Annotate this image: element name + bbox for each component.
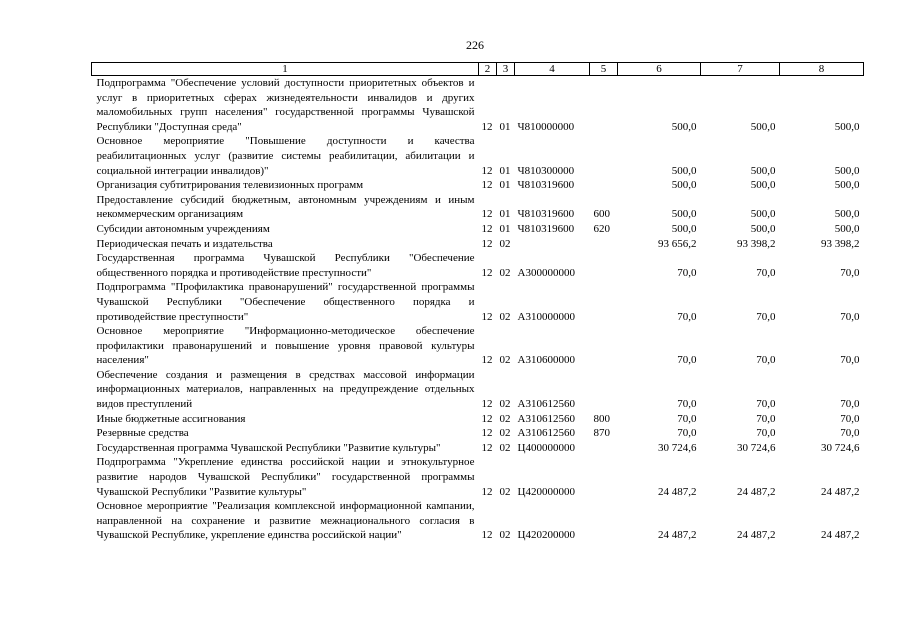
amount-year3-cell: 30 724,6: [821, 441, 860, 454]
expense-type-cell: 800: [593, 412, 610, 425]
section-code-cell: 12: [481, 266, 493, 279]
target-article-cell: Ц420000000: [517, 485, 575, 498]
amount-year2-cell: 70,0: [756, 354, 776, 367]
amount-year3-cell: 70,0: [840, 412, 860, 425]
expense-type-cell: [590, 280, 618, 324]
amount-year1-cell: 500,0: [671, 222, 697, 235]
budget-table: [91, 62, 864, 543]
header-cell: 6: [618, 63, 701, 76]
target-article-cell: Ч810319600: [517, 222, 575, 235]
table-row: [92, 251, 864, 280]
amount-year1-cell: 24 487,2: [658, 529, 697, 542]
amount-year3-cell: 70,0: [840, 427, 860, 440]
expense-type-cell: [590, 368, 618, 412]
target-article-cell: А310000000: [517, 310, 575, 323]
amount-year1-cell: 500,0: [671, 179, 697, 192]
expense-type-cell: [590, 499, 618, 543]
amount-year2-cell: 70,0: [756, 427, 776, 440]
amount-year3-cell: 500,0: [834, 164, 860, 177]
amount-year3-cell: 93 398,2: [821, 237, 860, 250]
table-row: [92, 222, 864, 237]
subsection-code-cell: 02: [499, 237, 511, 250]
section-code-cell: 12: [481, 427, 493, 440]
expense-type-cell: [590, 251, 618, 280]
amount-year2-cell: 70,0: [756, 310, 776, 323]
row-name-cell: Государственная программа Чувашской Республики "Обеспечение общественного порядка и противодействие преступности": [96, 252, 475, 279]
header-cell: 7: [701, 63, 780, 76]
target-article-cell: А310612560: [517, 398, 575, 411]
amount-year1-cell: 500,0: [671, 208, 697, 221]
row-name-cell: Основное мероприятие "Реализация комплексной информационной кампании, направленной на сохранение и развитие межнационального согласия в Чувашской Республике, укрепление единства российской нации": [96, 500, 475, 542]
row-name-cell: Субсидии автономным учреждениям: [96, 222, 270, 235]
amount-year1-cell: 70,0: [677, 266, 697, 279]
expense-type-cell: [590, 441, 618, 456]
table-body: [92, 76, 864, 544]
amount-year3-cell: 500,0: [834, 222, 860, 235]
section-code-cell: 12: [481, 179, 493, 192]
amount-year2-cell: 30 724,6: [737, 441, 776, 454]
amount-year2-cell: 500,0: [750, 179, 776, 192]
table-row: [92, 455, 864, 499]
amount-year3-cell: 24 487,2: [821, 529, 860, 542]
amount-year1-cell: 500,0: [671, 120, 697, 133]
amount-year3-cell: 70,0: [840, 354, 860, 367]
section-code-cell: 12: [481, 412, 493, 425]
amount-year2-cell: 24 487,2: [737, 485, 776, 498]
amount-year2-cell: 500,0: [750, 164, 776, 177]
amount-year3-cell: 24 487,2: [821, 485, 860, 498]
row-name-cell: Государственная программа Чувашской Республики "Развитие культуры": [96, 441, 441, 454]
subsection-code-cell: 02: [499, 427, 511, 440]
target-article-cell: А310600000: [517, 354, 575, 367]
amount-year2-cell: 70,0: [756, 412, 776, 425]
subsection-code-cell: 01: [499, 179, 511, 192]
section-code-cell: 12: [481, 485, 493, 498]
table-row: [92, 324, 864, 368]
section-code-cell: 12: [481, 237, 493, 250]
row-name-cell: Иные бюджетные ассигнования: [96, 412, 246, 425]
section-code-cell: 12: [481, 310, 493, 323]
amount-year1-cell: 70,0: [677, 354, 697, 367]
row-name-cell: Основное мероприятие "Информационно-методическое обеспечение профилактики правонарушений и повышение уровня правовой культуры населения": [96, 325, 475, 367]
header-cell: 1: [92, 63, 479, 76]
row-name-cell: Подпрограмма "Укрепление единства российской нации и этнокультурное развитие народов Чувашской Республики" государственной программы Чувашской Республики "Развитие культуры": [96, 456, 475, 498]
header-cell: 2: [479, 63, 497, 76]
amount-year2-cell: 70,0: [756, 266, 776, 279]
amount-year1-cell: 70,0: [677, 427, 697, 440]
amount-year2-cell: 93 398,2: [737, 237, 776, 250]
subsection-code-cell: 01: [499, 120, 511, 133]
target-article-cell: А310612560: [517, 412, 575, 425]
row-name-cell: Резервные средства: [96, 427, 189, 440]
amount-year1-cell: 70,0: [677, 412, 697, 425]
table-header: [92, 63, 864, 76]
expense-type-cell: 600: [593, 208, 610, 221]
header-cell: 3: [497, 63, 515, 76]
amount-year3-cell: 70,0: [840, 310, 860, 323]
section-code-cell: 12: [481, 164, 493, 177]
section-code-cell: 12: [481, 354, 493, 367]
amount-year2-cell: 500,0: [750, 120, 776, 133]
target-article-cell: А310612560: [517, 427, 575, 440]
header-cell: 5: [590, 63, 618, 76]
table-row: [92, 280, 864, 324]
header-cell: 4: [515, 63, 590, 76]
expense-type-cell: 620: [593, 222, 610, 235]
table-row: [92, 178, 864, 193]
header-cell: 8: [780, 63, 864, 76]
amount-year1-cell: 30 724,6: [658, 441, 697, 454]
table-row: [92, 193, 864, 222]
table-row: [92, 441, 864, 456]
section-code-cell: 12: [481, 398, 493, 411]
target-article-cell: Ц420200000: [517, 529, 575, 542]
section-code-cell: 12: [481, 208, 493, 221]
target-article-cell: Ц400000000: [517, 441, 575, 454]
table-row: [92, 237, 864, 252]
amount-year3-cell: 70,0: [840, 266, 860, 279]
table-row: [92, 412, 864, 427]
target-article-cell: Ч810319600: [517, 208, 575, 221]
table-row: [92, 426, 864, 441]
amount-year2-cell: 70,0: [756, 398, 776, 411]
subsection-code-cell: 02: [499, 529, 511, 542]
expense-type-cell: [590, 455, 618, 499]
expense-type-cell: [590, 237, 618, 252]
row-name-cell: Организация субтитрирования телевизионных программ: [96, 179, 364, 192]
row-name-cell: Предоставление субсидий бюджетным, автономным учреждениям и иным некоммерческим организациям: [96, 193, 475, 221]
expense-type-cell: [590, 178, 618, 193]
table-row: [92, 368, 864, 412]
target-article-cell: Ч810319600: [517, 179, 575, 192]
subsection-code-cell: 02: [499, 354, 511, 367]
amount-year1-cell: 500,0: [671, 164, 697, 177]
amount-year1-cell: 70,0: [677, 310, 697, 323]
target-article-cell: А300000000: [517, 266, 575, 279]
amount-year3-cell: 500,0: [834, 120, 860, 133]
amount-year1-cell: 93 656,2: [658, 237, 697, 250]
subsection-code-cell: 01: [499, 164, 511, 177]
amount-year2-cell: 24 487,2: [737, 529, 776, 542]
amount-year3-cell: 500,0: [834, 179, 860, 192]
page-number: 226: [466, 38, 484, 52]
section-code-cell: 12: [481, 441, 493, 454]
section-code-cell: 12: [481, 120, 493, 133]
subsection-code-cell: 01: [499, 222, 511, 235]
target-article-cell: Ч810000000: [517, 120, 575, 133]
row-name-cell: Подпрограмма "Обеспечение условий доступности приоритетных объектов и услуг в приоритетных сферах жизнедеятельности инвалидов и других маломобильных групп населения" государственной программы Чувашской Республики "Доступная среда": [96, 77, 475, 133]
subsection-code-cell: 02: [499, 266, 511, 279]
target-article-cell: [515, 237, 590, 252]
expense-type-cell: 870: [593, 427, 610, 440]
section-code-cell: 12: [481, 222, 493, 235]
table-row: [92, 134, 864, 178]
row-name-cell: Обеспечение создания и размещения в средствах массовой информации информационных материалов, направленных на предупреждение отдельных видов преступлений: [96, 368, 475, 411]
expense-type-cell: [590, 134, 618, 178]
subsection-code-cell: 02: [499, 485, 511, 498]
row-name-cell: Периодическая печать и издательства: [96, 237, 273, 250]
table-row: [92, 76, 864, 135]
row-name-cell: Основное мероприятие "Повышение доступности и качества реабилитационных услуг (развитие системы реабилитации, абилитации и социальной интеграции инвалидов)": [96, 135, 475, 177]
subsection-code-cell: 02: [499, 412, 511, 425]
amount-year2-cell: 500,0: [750, 208, 776, 221]
section-code-cell: 12: [481, 529, 493, 542]
target-article-cell: Ч810300000: [517, 164, 575, 177]
amount-year3-cell: 70,0: [840, 398, 860, 411]
header-row: [92, 63, 864, 76]
expense-type-cell: [590, 324, 618, 368]
subsection-code-cell: 02: [499, 398, 511, 411]
amount-year2-cell: 500,0: [750, 222, 776, 235]
amount-year3-cell: 500,0: [834, 208, 860, 221]
subsection-code-cell: 02: [499, 441, 511, 454]
row-name-cell: Подпрограмма "Профилактика правонарушений" государственной программы Чувашской Республики "Обеспечение общественного порядка и противодействие преступности": [96, 281, 475, 323]
amount-year1-cell: 70,0: [677, 398, 697, 411]
subsection-code-cell: 02: [499, 310, 511, 323]
subsection-code-cell: 01: [499, 208, 511, 221]
amount-year1-cell: 24 487,2: [658, 485, 697, 498]
table-row: [92, 499, 864, 543]
expense-type-cell: [590, 76, 618, 135]
